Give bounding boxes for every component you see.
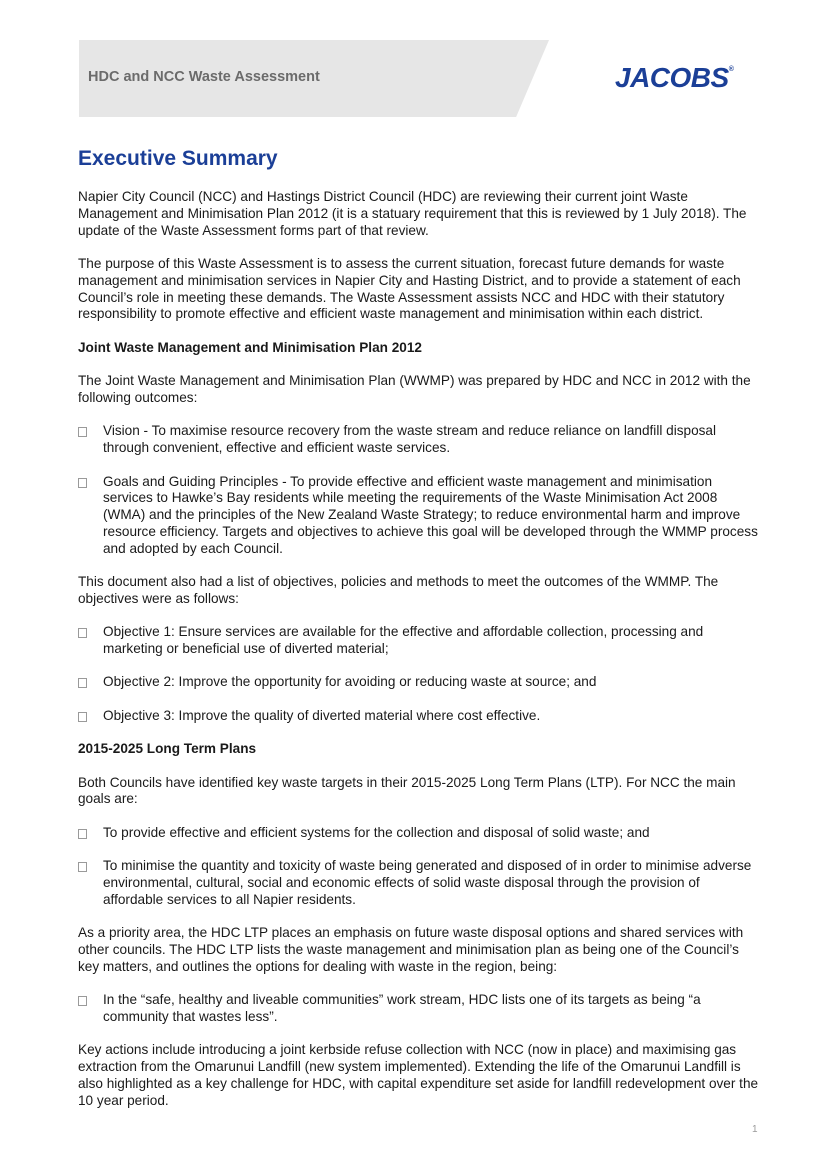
list-item [78, 708, 762, 725]
wmmp-paragraph-2: This document also had a list of objectives, policies and methods to meet the outcomes of the WMMP. The objectives were as follows: [78, 574, 719, 606]
section-heading-wmmp: Joint Waste Management and Minimisation Plan 2012 [78, 339, 422, 355]
list-item [78, 858, 762, 908]
outcomes-list [78, 423, 762, 557]
ltp-paragraph-1: Both Councils have identified key waste targets in their 2015-2025 Long Term Plans (LTP). For NCC the main goals are: [78, 774, 736, 807]
section-heading-ltp: 2015-2025 Long Term Plans [78, 741, 257, 757]
page-title: Executive Summary [78, 147, 278, 170]
list-item [78, 474, 762, 558]
ncc-goals-list [78, 825, 762, 909]
registered-mark: ® [728, 66, 734, 73]
list-item [78, 825, 762, 842]
intro-paragraph-2: The purpose of this Waste Assessment is to assess the current situation, forecast future demands for waste management and minimisation services in Napier City and Hasting District, and to provide a statement of each Council’s role in meeting these demands. The Waste Assessment assists NCC and HDC with their statutory responsibility to promote effective and efficient waste management and minimisation within each district. [78, 255, 741, 322]
list-item [78, 423, 762, 457]
list-item [78, 674, 762, 691]
bullet-icon [78, 628, 87, 638]
bullet-icon [78, 996, 87, 1006]
bullet-icon [78, 678, 87, 688]
objectives-list [78, 624, 762, 724]
document-body [78, 146, 762, 1126]
outcome-text: Goals and Guiding Principles - To provide effective and efficient waste management and minimisation services to Hawke’s Bay residents while meeting the requirements of the Waste Minimisation Act 2008 (WMA) and the principles of the New Zealand Waste Strategy; to reduce environmental harm and improve resource efficiency. Targets and objectives to achieve this goal will be developed through the WMMP process and adopted by each Council. [103, 473, 758, 556]
ltp-paragraph-3: Key actions include introducing a joint kerbside refuse collection with NCC (now in place) and maximising gas extraction from the Omarunui Landfill (new system implemented). Extending the life of the Omarunui Landfill is also highlighted as a key challenge for HDC, with capital expenditure set aside for landfill redevelopment over the 10 year period. [78, 1042, 759, 1108]
jacobs-logo [615, 62, 733, 94]
wmmp-paragraph-1: The Joint Waste Management and Minimisation Plan (WWMP) was prepared by HDC and NCC in 2012 with the following outcomes: [78, 373, 751, 405]
page-number: 1 [752, 1124, 758, 1135]
intro-paragraph-1: Napier City Council (NCC) and Hastings District Council (HDC) are reviewing their current joint Waste Management and Minimisation Plan 2012 (it is a statuary requirement that this is reviewed by 1 July 2018). The update of the Waste Assessment forms part of that review. [78, 189, 747, 238]
bullet-icon [78, 427, 87, 437]
hdc-items-list [78, 992, 762, 1026]
ltp-paragraph-2: As a priority area, the HDC LTP places an emphasis on future waste disposal options and shared services with other councils. The HDC LTP lists the waste management and minimisation plan as being one of the Council’s key matters, and outlines the options for dealing with waste in the region, being: [78, 925, 744, 974]
objective-text: Objective 1: Ensure services are available for the effective and affordable collection, processing and marketing or beneficial use of diverted material; [103, 624, 704, 657]
hdc-item-text: In the “safe, healthy and liveable communities” work stream, HDC lists one of its targets as being “a community that wastes less”. [103, 992, 701, 1024]
outcome-text: Vision - To maximise resource recovery from the waste stream and reduce reliance on landfill disposal through convenient, effective and efficient waste services. [103, 423, 717, 456]
bullet-icon [78, 478, 87, 488]
list-item [78, 992, 762, 1026]
goal-text: To minimise the quantity and toxicity of waste being generated and disposed of in order to minimise adverse environmental, cultural, social and economic effects of solid waste disposal through the provision of affordable services to all Napier residents. [103, 858, 752, 907]
logo-text: JACOBS [615, 62, 729, 93]
bullet-icon [78, 862, 87, 872]
goal-text: To provide effective and efficient systems for the collection and disposal of solid waste; and [103, 824, 650, 840]
bullet-icon [78, 829, 87, 839]
bullet-icon [78, 712, 87, 722]
list-item [78, 624, 762, 658]
document-header-title: HDC and NCC Waste Assessment [88, 69, 320, 85]
objective-text: Objective 2: Improve the opportunity for avoiding or reducing waste at source; and [103, 674, 597, 690]
objective-text: Objective 3: Improve the quality of diverted material where cost effective. [103, 707, 541, 723]
